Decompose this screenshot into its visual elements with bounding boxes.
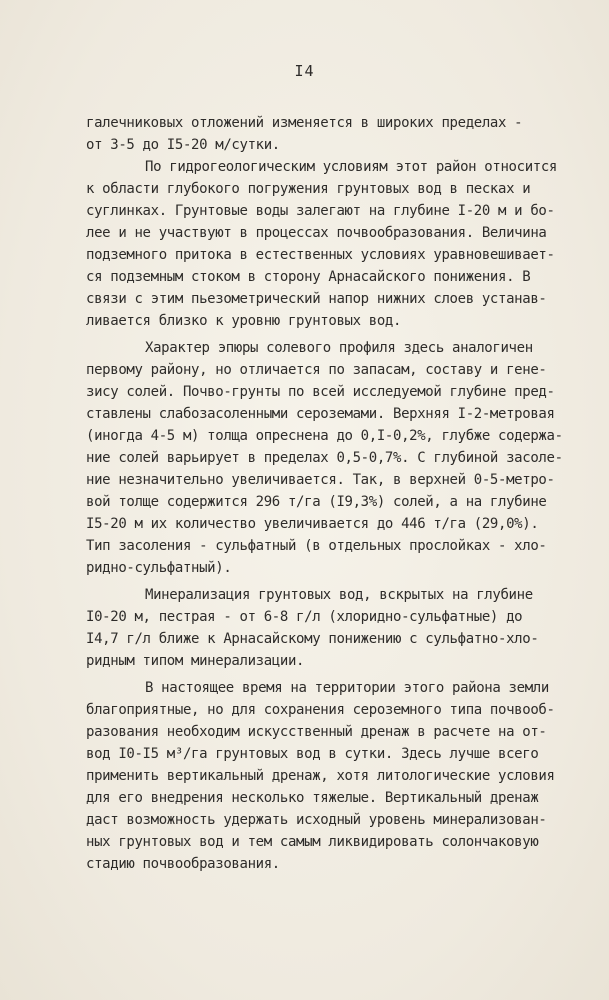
text-line: ридным типом минерализации. [86,653,305,669]
paragraph [86,112,591,156]
paragraph [86,584,591,672]
page-number: I4 [294,62,315,80]
text-line: применить вертикальный дренаж, хотя литологические условия [86,768,555,784]
text-line: Характер эпюры солевого профиля здесь аналогичен [145,340,533,356]
text-line: (иногда 4-5 м) толща опреснена до 0,I-0,2%, глубже содержа- [86,428,563,444]
text-line: суглинках. Грунтовые воды залегают на глубине I-20 м и бо- [86,203,555,219]
text-line: от 3-5 до I5-20 м/сутки. [86,137,280,153]
text-line: стадию почвообразования. [86,856,280,872]
paragraph [86,156,591,332]
text-line: для его внедрения несколько тяжелые. Вертикальный дренаж [86,790,539,806]
text-line: связи с этим пьезометрический напор нижних слоев устанав- [86,291,547,307]
text-line: ся подземным стоком в сторону Арнасайского понижения. В [86,269,531,285]
text-line: ных грунтовых вод и тем самым ликвидировать солончаковую [86,834,539,850]
text-line: вод I0-I5 м³/га грунтовых вод в сутки. Здесь лучше всего [86,746,539,762]
text-line: В настоящее время на территории этого района земли [145,680,549,696]
text-line: первому району, но отличается по запасам, составу и гене- [86,362,547,378]
text-line: благоприятные, но для сохранения сероземного типа почвооб- [86,702,555,718]
body-text [86,112,591,875]
text-line: ливается близко к уровню грунтовых вод. [86,313,402,329]
text-line: Тип засоления - сульфатный (в отдельных прослойках - хло- [86,538,547,554]
text-line: I0-20 м, пестрая - от 6-8 г/л (хлоридно-сульфатные) до [86,609,523,625]
text-line: ние солей варьирует в пределах 0,5-0,7%. С глубиной засоле- [86,450,563,466]
text-line: вой толще содержится 296 т/га (I9,3%) солей, а на глубине [86,494,547,510]
text-line: ние незначительно увеличивается. Так, в верхней 0-5-метро- [86,472,555,488]
text-line: По гидрогеологическим условиям этот район относится [145,159,558,175]
paragraph [86,337,591,579]
text-line: подземного притока в естественных условиях уравновешивает- [86,247,555,263]
text-line: даст возможность удержать исходный уровень минерализован- [86,812,547,828]
text-line: разования необходим искусственный дренаж в расчете на от- [86,724,547,740]
text-line: I4,7 г/л ближе к Арнасайскому понижению с сульфатно-хло- [86,631,539,647]
text-line: ридно-сульфатный). [86,560,232,576]
text-line: Минерализация грунтовых вод, вскрытых на глубине [145,587,533,603]
text-line: зису солей. Почво-грунты по всей исследуемой глубине пред- [86,384,555,400]
text-line: I5-20 м их количество увеличивается до 446 т/га (29,0%). [86,516,539,532]
text-line: к области глубокого погружения грунтовых вод в песках и [86,181,531,197]
paragraph [86,677,591,875]
text-line: лее и не участвуют в процессах почвообразования. Величина [86,225,547,241]
text-line: ставлены слабозасоленными сероземами. Верхняя I-2-метровая [86,406,555,422]
text-line: галечниковых отложений изменяется в широких пределах - [86,115,523,131]
